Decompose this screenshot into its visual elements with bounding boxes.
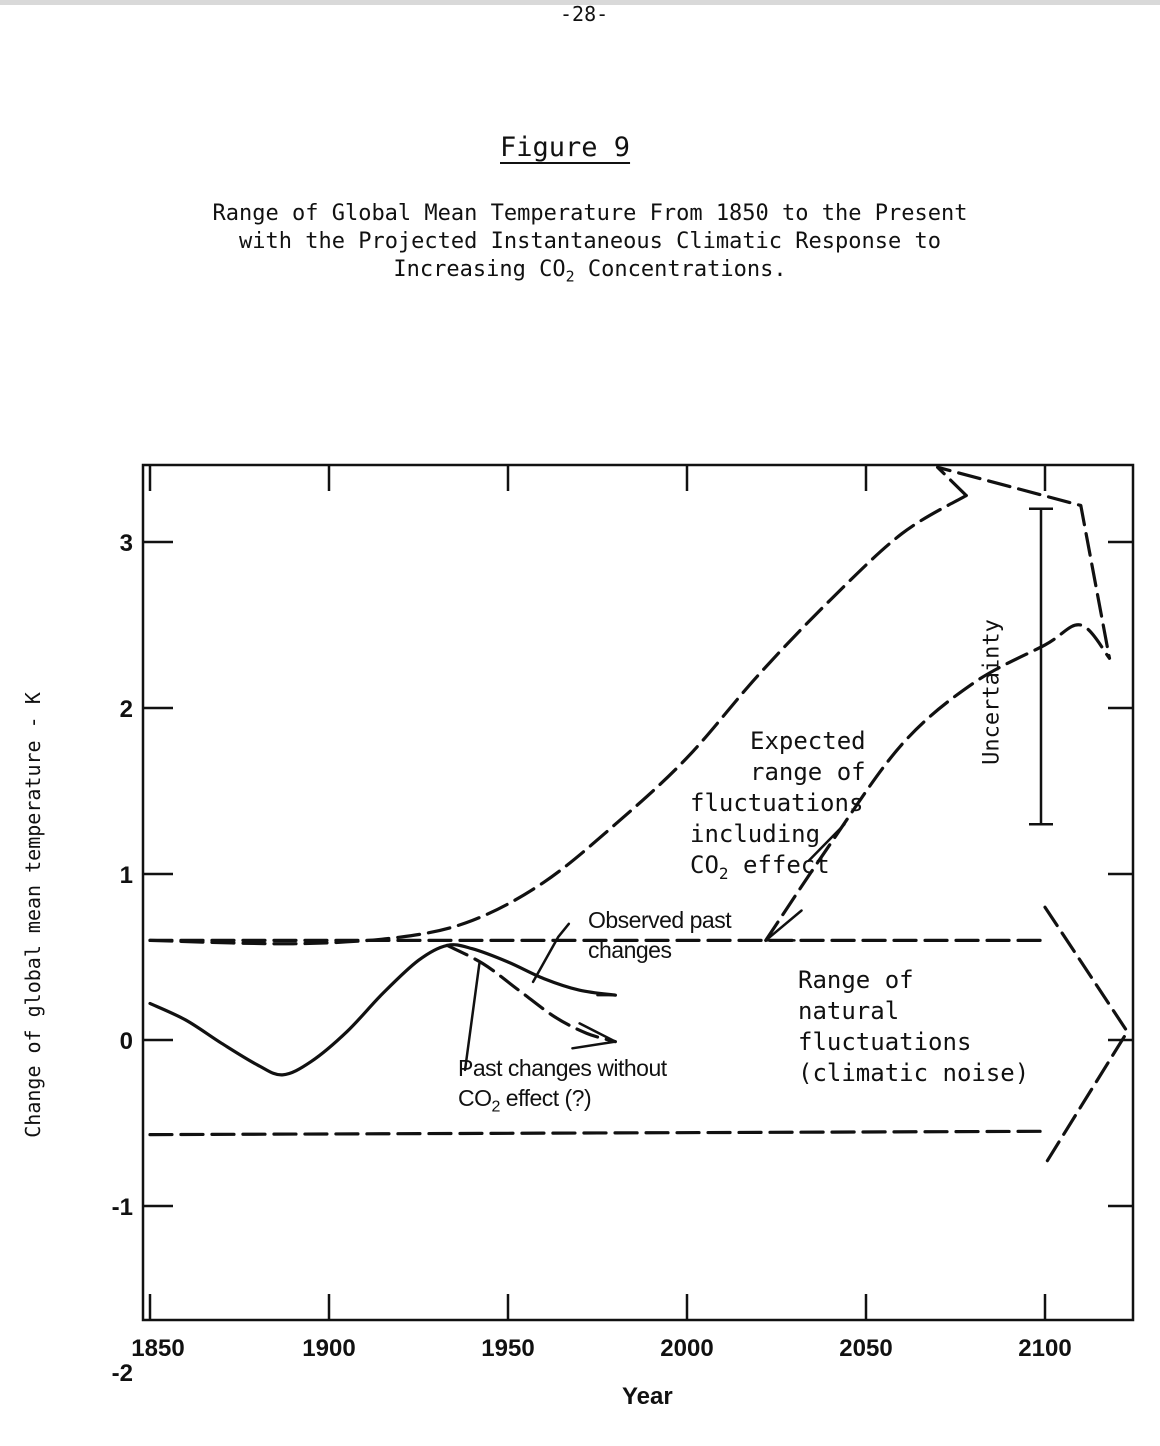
annotation-expected-line-5: [690, 850, 866, 889]
annotation-expected-line-2: range of: [750, 758, 866, 786]
natural-arrowhead: [1045, 907, 1127, 1164]
annotation-without-line-1: Past changes without: [458, 1055, 667, 1081]
annotation-natural: [798, 965, 1029, 1089]
annotation-expected-co2-subscript: 2: [718, 863, 729, 883]
annotation-observed: [588, 905, 731, 965]
x-tick-label: 1900: [302, 1335, 356, 1362]
annotation-uncertainty: Uncertainty: [979, 619, 1005, 765]
annotation-observed-line-1: Observed past: [588, 907, 732, 933]
y-tick-label: -2: [111, 1360, 133, 1387]
annotation-natural-line-4: (climatic noise): [798, 1059, 1030, 1087]
annotation-expected: [690, 726, 866, 889]
x-tick-label: 2000: [660, 1335, 714, 1362]
x-tick-label: 2100: [1018, 1335, 1072, 1362]
annotation-expected-line-1: Expected: [750, 727, 866, 755]
series-line-6: [150, 1131, 1045, 1134]
caption-line-3-subscript: 2: [565, 267, 575, 286]
annotation-natural-line-3: fluctuations: [798, 1028, 972, 1056]
y-tick-label: -1: [111, 1194, 133, 1221]
annotation-natural-line-1: Range of: [798, 966, 914, 994]
ticks: [143, 465, 1133, 1320]
plot-frame: [143, 465, 1133, 1320]
y-tick-label: 1: [119, 862, 133, 889]
y-tick-label: 3: [119, 530, 133, 557]
annotation-natural-line-2: natural: [798, 997, 900, 1025]
annotation-observed-line-2: changes: [588, 937, 672, 963]
annotation-without-co2-text: CO: [458, 1085, 492, 1111]
x-tick-label: 1850: [131, 1335, 185, 1362]
annotation-expected-line-4: including: [690, 820, 821, 848]
annotation-without-co2-end: effect (?): [499, 1085, 592, 1111]
x-tick-label: 1950: [481, 1335, 535, 1362]
annotation-expected-co2-end: effect: [728, 851, 830, 879]
y-tick-label: 2: [119, 696, 133, 723]
page-number: -28-: [560, 2, 609, 26]
observed-pointer: [533, 924, 569, 982]
x-tick-label: 2050: [839, 1335, 893, 1362]
caption-line-2: with the Projected Instantaneous Climatic Response to: [239, 229, 941, 254]
uncertainty: [1029, 509, 1053, 824]
annotation-expected-co2-text: CO: [690, 851, 719, 879]
annotation-expected-line-3: fluctuations: [690, 789, 864, 817]
y-tick-label: 0: [119, 1028, 133, 1055]
figure-title: Figure 9: [500, 132, 631, 163]
annotation-without-co2-subscript: 2: [491, 1098, 500, 1116]
caption-line-1: Range of Global Mean Temperature From 1850 to the Present: [212, 201, 968, 226]
caption-line-3-text: Increasing CO: [393, 257, 566, 282]
annotation-without-co2: [458, 1053, 667, 1123]
x-axis-label: Year: [622, 1383, 673, 1410]
y-axis-label: Change of global mean temperature - K: [21, 692, 45, 1138]
caption-line-3-end: Concentrations.: [574, 257, 787, 282]
annotation-without-line-2: [458, 1083, 667, 1123]
